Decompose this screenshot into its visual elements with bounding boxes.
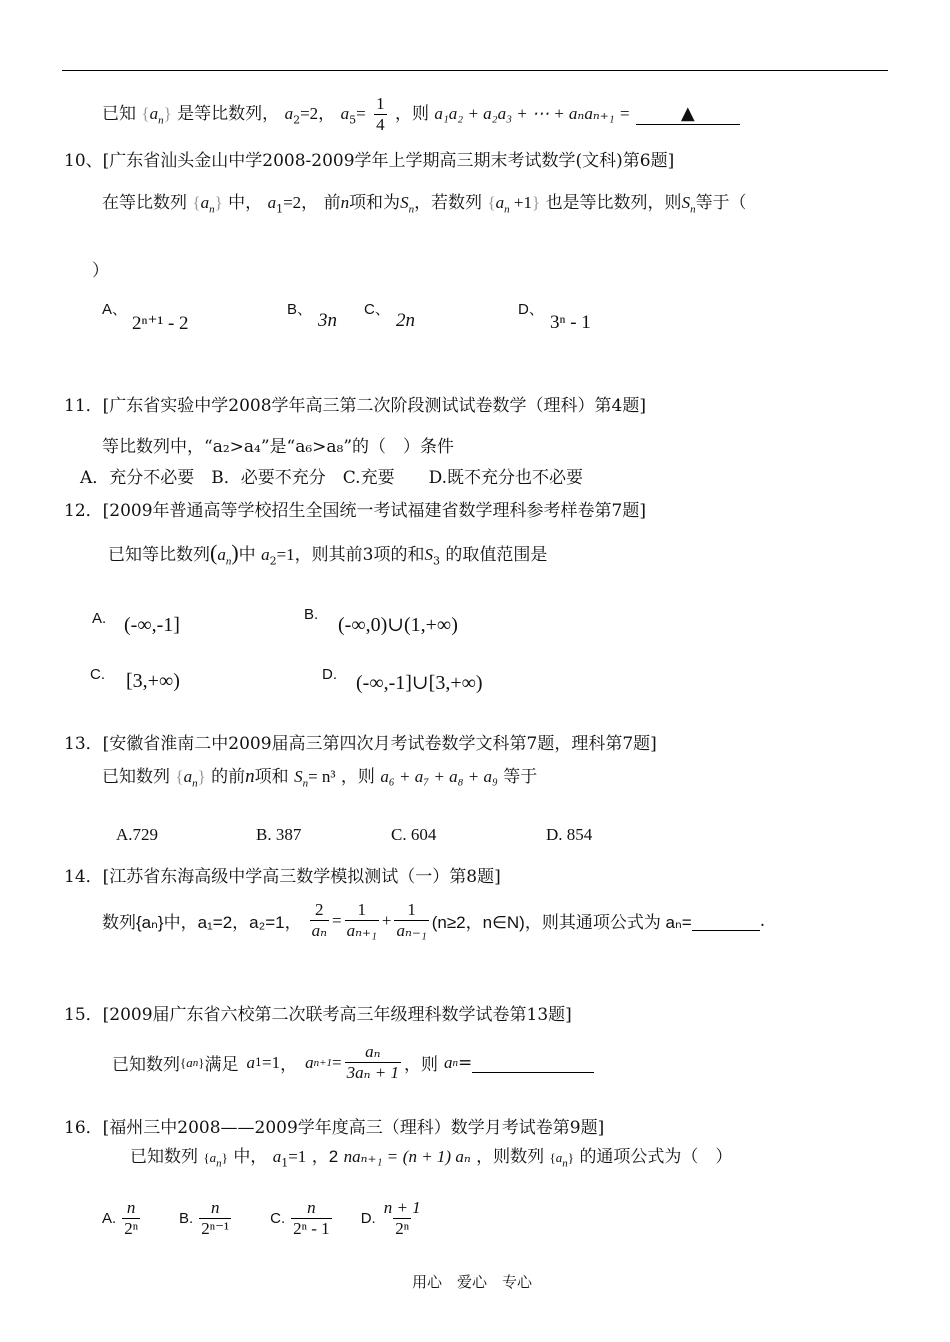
q12-option-b-label: B. (304, 606, 319, 623)
prev-sum: a₁a₂ + a₂a₃ + ⋯ + aₙaₙ₊₁ = (434, 104, 631, 123)
q10-option-d-label: D、 (518, 301, 544, 318)
q13-stem: 已知数列 $\{a_n\}$ 的前n项和 $S_n= n^3$ ，则 a₆ + a₇ + a₈ + a₉ 等于 (102, 766, 538, 790)
q12-option-a: (-∞,-1] (124, 614, 180, 636)
q16-options: A. $\frac{n}{\text{2ⁿ}}$ B. $\frac{n}{\text{2ⁿ⁻¹}}$ C. $\frac{n}{\text{2ⁿ - 1}}$ D. $\frac{n + 1}{\text{2ⁿ}}$ (102, 1198, 421, 1238)
prev-text-c: ，则 (394, 104, 429, 124)
q13-option-a: A.729 (116, 825, 159, 844)
q13-option-c: C. 604 (391, 825, 437, 844)
q10-option-b: 3n (318, 310, 337, 331)
prev-a2: =2， (300, 104, 336, 123)
page-footer: 用心 爱心 专心 (412, 1273, 533, 1291)
q10-close: ） (92, 261, 109, 281)
q10-option-d: 3ⁿ - 1 (550, 312, 591, 333)
q14-answer-blank (692, 910, 760, 931)
q12-header: 12．[2009年普通高等学校招生全国统一考试福建省数学理科参考样卷第7题] (64, 501, 646, 521)
prev-text-a: 已知 (102, 104, 136, 124)
q15-header: 15．[2009届广东省六校第二次联考高三年级理科数学试卷第13题] (64, 1005, 572, 1025)
prev-answer-blank (636, 103, 740, 125)
prev-a5: = (356, 104, 366, 123)
q10-option-c-label: C、 (364, 301, 390, 318)
q11-header: 11．[广东省实验中学2008学年高三第二次阶段测试试卷数学（理科）第4题] (64, 396, 646, 416)
q12-option-c: [3,+∞) (126, 670, 180, 692)
prev-fraction: $\frac{1}{4}$ (376, 94, 385, 134)
q10-stem: 在等比数列 $\{a_n\}$ 中， $a_1=2$， 前n项和为$S_n$，若数列 $\{a_n +1\}$ 也是等比数列，则$S_n$等于（ (102, 193, 747, 216)
q13-option-b: B. 387 (256, 825, 302, 844)
q12-option-a-label: A. (92, 610, 107, 627)
q10-header: 10、[广东省汕头金山中学2008-2009学年上学期高三期末考试数学(文科)第6题] (64, 151, 675, 171)
q11-options: A．充分不必要 B．必要不充分 C.充要 D.既不充分也不必要 (80, 468, 584, 488)
q16-stem: 已知数列 $\{a_n\}$ 中， $a_1=1$ ，2 naₙ₊₁ = (n + 1) aₙ ，则数列 $\{a_n\}$ 的通项公式为（ ） (130, 1147, 733, 1170)
q12-option-b: (-∞,0)∪(1,+∞) (338, 614, 458, 636)
q14-header: 14．[江苏省东海高级中学高三数学模拟测试（一）第8题] (64, 867, 501, 887)
q11-stem: 等比数列中，“a₂>a₄”是“a₆>a₈”的（ ）条件 (102, 437, 455, 457)
header-rule (62, 70, 888, 71)
q13-header: 13．[安徽省淮南二中2009届高三第四次月考试卷数学文科第7题，理科第7题] (64, 734, 657, 754)
q15-stem: 已知数列 { a n } 满足 a 1 =1 ， a n+1 = $\frac{\text{aₙ}}{\text{3aₙ + 1}}$ ，则 a n = (112, 1042, 594, 1083)
q15-answer-blank (472, 1052, 594, 1073)
q10-option-c: 2n (396, 310, 415, 331)
q12-option-d: (-∞,-1]∪[3,+∞) (356, 672, 483, 694)
prev-seq: a (149, 104, 159, 123)
q16-header: 16．[福州三中2008——2009学年度高三（理科）数学月考试卷第9题] (64, 1118, 605, 1138)
q10-option-a-label: A、 (102, 301, 128, 318)
prev-text-b: 是等比数列， (177, 104, 280, 124)
triangle-marker-icon: ▲ (680, 103, 695, 124)
q12-option-d-label: D. (322, 666, 337, 683)
q12-stem: 已知等比数列$(a_n)$中 $a_2=1$，则其前3项的和$S_3$ 的取值范围是 (108, 540, 548, 568)
q10-option-a: 2ⁿ⁺¹ - 2 (132, 313, 189, 334)
q10-option-b-label: B、 (287, 301, 313, 318)
q12-option-c-label: C. (90, 666, 105, 683)
q14-stem: 数列{aₙ}中，a₁=2，a₂=1， $\frac{2}{\text{aₙ}}$ = $\frac{1}{\text{aₙ₊₁}}$ + $\frac{1}{\text{aₙ₋₁}}$ (n≥2，n∈N)，则其通项公式为 aₙ= . (102, 900, 766, 940)
prev-question: 已知 $\{a_n\}$ 是等比数列， $a_2=2$， $a_5=$ $\frac{1}{4}$ ，则 a₁a₂ + a₂a₃ + ⋯ + aₙaₙ₊₁ = ▲ (102, 94, 740, 135)
q13-option-d: D. 854 (546, 825, 593, 844)
